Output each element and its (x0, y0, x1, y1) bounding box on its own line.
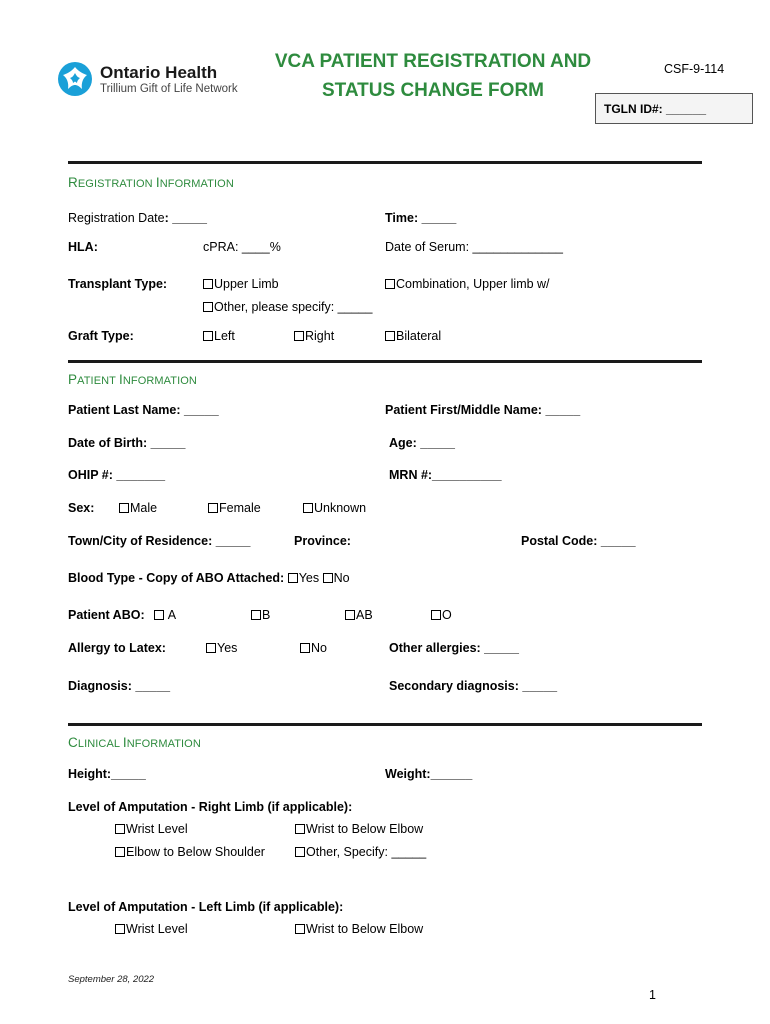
title-rest: NFORMATION (122, 375, 197, 387)
trillium-logo-icon (57, 61, 93, 97)
logo-subtitle: Trillium Gift of Life Network (100, 83, 238, 95)
option-label: No (333, 571, 350, 585)
option-label: Right (305, 329, 335, 343)
option-label: Left (214, 329, 235, 343)
cpra-field[interactable]: cPRA: ____% (203, 240, 281, 254)
option-combination[interactable] (385, 277, 550, 291)
checkbox-icon[interactable] (251, 610, 261, 620)
graft-type-label: Graft Type: (68, 329, 134, 343)
checkbox-icon[interactable] (385, 331, 395, 341)
title-rest: EGISTRATION (77, 178, 156, 190)
patient-last-name-field[interactable]: Patient Last Name: _____ (68, 403, 219, 417)
checkbox-icon[interactable] (154, 610, 164, 620)
checkbox-icon[interactable] (115, 847, 125, 857)
option-label: Other, please specify: _____ (214, 300, 373, 314)
checkbox-icon[interactable] (119, 503, 129, 513)
option-female[interactable] (208, 501, 261, 515)
option-yes[interactable] (288, 571, 319, 585)
transplant-type-label: Transplant Type: (68, 277, 168, 291)
option-left-wrist-below-elbow[interactable] (295, 922, 423, 936)
option-bilateral[interactable] (385, 329, 441, 343)
title-rest: NFORMATION (126, 738, 201, 750)
registration-date[interactable] (68, 211, 207, 225)
left-limb-heading: Level of Amputation - Left Limb (if applicable): (68, 900, 344, 914)
option-no[interactable] (323, 571, 350, 585)
option-label: A (167, 608, 177, 622)
checkbox-icon[interactable] (115, 924, 125, 934)
dob-field[interactable]: Date of Birth: _____ (68, 436, 186, 450)
patient-first-name-field[interactable]: Patient First/Middle Name: _____ (385, 403, 581, 417)
logo-name: Ontario Health (100, 63, 218, 82)
registration-date-value: : _____ (164, 211, 207, 225)
option-label: Other, Specify: _____ (306, 845, 427, 859)
logo-text (100, 63, 238, 95)
option-label: Unknown (314, 501, 367, 515)
divider (68, 360, 702, 363)
title-char: P (68, 372, 78, 387)
option-label: Female (219, 501, 261, 515)
section-title-clinical (68, 735, 201, 750)
checkbox-icon[interactable] (295, 847, 305, 857)
option-upper-limb[interactable] (203, 277, 279, 291)
ohip-field[interactable]: OHIP #: _______ (68, 468, 166, 482)
registration-date-label: Registration Date (68, 211, 165, 225)
option-label: Yes (217, 641, 238, 655)
title-char: R (68, 175, 78, 190)
option-right[interactable] (294, 329, 334, 343)
sex-label: Sex: (68, 501, 95, 515)
divider (68, 161, 702, 164)
checkbox-icon[interactable] (206, 643, 216, 653)
option-label: Wrist Level (126, 922, 188, 936)
option-label: O (442, 608, 452, 622)
option-unknown[interactable] (303, 501, 366, 515)
town-field[interactable]: Town/City of Residence: _____ (68, 534, 251, 548)
time-field[interactable]: Time: _____ (385, 211, 457, 225)
option-label: Elbow to Below Shoulder (126, 845, 265, 859)
checkbox-icon[interactable] (385, 279, 395, 289)
section-title-patient (68, 372, 197, 387)
option-label: Combination, Upper limb w/ (396, 277, 550, 291)
title-char: C (68, 735, 78, 750)
option-label: Wrist to Below Elbow (306, 822, 424, 836)
option-label: Wrist Level (126, 822, 188, 836)
checkbox-icon[interactable] (203, 279, 213, 289)
option-label: Male (130, 501, 158, 515)
form-code: CSF-9-114 (664, 62, 725, 76)
option-latex-yes[interactable] (206, 641, 237, 655)
checkbox-icon[interactable] (431, 610, 441, 620)
form-title-line1: VCA PATIENT REGISTRATION AND (274, 51, 592, 72)
option-right-elbow-below-shoulder[interactable] (115, 845, 265, 859)
title-char: I (118, 372, 123, 387)
mrn-field[interactable]: MRN #:__________ (389, 468, 502, 482)
age-field[interactable]: Age: _____ (389, 436, 456, 450)
section-title-registration (68, 175, 234, 190)
checkbox-icon[interactable] (294, 331, 304, 341)
right-limb-heading: Level of Amputation - Right Limb (if applicable): (68, 800, 353, 814)
title-rest: LINICAL (77, 738, 123, 750)
tgln-id-field[interactable]: TGLN ID#: ______ (595, 93, 753, 124)
other-allergies-field[interactable]: Other allergies: _____ (389, 641, 519, 655)
blood-type-label: Blood Type - Copy of ABO Attached: (68, 571, 285, 585)
weight-field[interactable]: Weight:______ (385, 767, 473, 781)
option-male[interactable] (119, 501, 157, 515)
title-char: I (155, 175, 160, 190)
option-right-wrist-below-elbow[interactable] (295, 822, 423, 836)
option-abo-a[interactable] (154, 608, 176, 622)
option-abo-ab[interactable] (345, 608, 373, 622)
checkbox-icon[interactable] (345, 610, 355, 620)
checkbox-icon[interactable] (300, 643, 310, 653)
hla-label: HLA: (68, 240, 98, 254)
height-field[interactable]: Height:_____ (68, 767, 146, 781)
option-abo-o[interactable] (431, 608, 452, 622)
checkbox-icon[interactable] (288, 573, 298, 583)
page-number: 1 (649, 988, 656, 1002)
checkbox-icon[interactable] (208, 503, 218, 513)
title-rest: ATIENT (77, 375, 119, 387)
serum-date-field[interactable]: Date of Serum: _____________ (385, 240, 563, 254)
checkbox-icon[interactable] (303, 503, 313, 513)
option-label: Wrist to Below Elbow (306, 922, 424, 936)
option-label: AB (356, 608, 373, 622)
secondary-diagnosis-field[interactable]: Secondary diagnosis: _____ (389, 679, 558, 693)
checkbox-icon[interactable] (115, 824, 125, 834)
checkbox-icon[interactable] (203, 331, 213, 341)
blood-type-row (68, 571, 350, 585)
option-abo-b[interactable] (251, 608, 270, 622)
abo-label: Patient ABO: (68, 608, 145, 622)
option-label: Yes (298, 571, 320, 585)
checkbox-icon[interactable] (203, 302, 213, 312)
option-latex-no[interactable] (300, 641, 327, 655)
checkbox-icon[interactable] (295, 824, 305, 834)
province-field[interactable]: Province: (294, 534, 351, 548)
diagnosis-field[interactable]: Diagnosis: _____ (68, 679, 171, 693)
checkbox-icon[interactable] (323, 573, 333, 583)
postal-code-field[interactable]: Postal Code: _____ (521, 534, 636, 548)
checkbox-icon[interactable] (295, 924, 305, 934)
title-rest: NFORMATION (159, 178, 234, 190)
option-right-wrist-level[interactable] (115, 822, 188, 836)
option-label: B (262, 608, 271, 622)
option-label: No (311, 641, 327, 655)
form-title-line2: STATUS CHANGE FORM (321, 80, 544, 101)
divider (68, 723, 702, 726)
latex-allergy-label: Allergy to Latex: (68, 641, 166, 655)
option-label: Upper Limb (214, 277, 279, 291)
option-other-specify[interactable] (203, 300, 372, 314)
title-char: I (122, 735, 127, 750)
option-left[interactable] (203, 329, 235, 343)
option-left-wrist-level[interactable] (115, 922, 188, 936)
footer-date: September 28, 2022 (68, 974, 155, 985)
option-label: Bilateral (396, 329, 442, 343)
option-right-other[interactable] (295, 845, 426, 859)
